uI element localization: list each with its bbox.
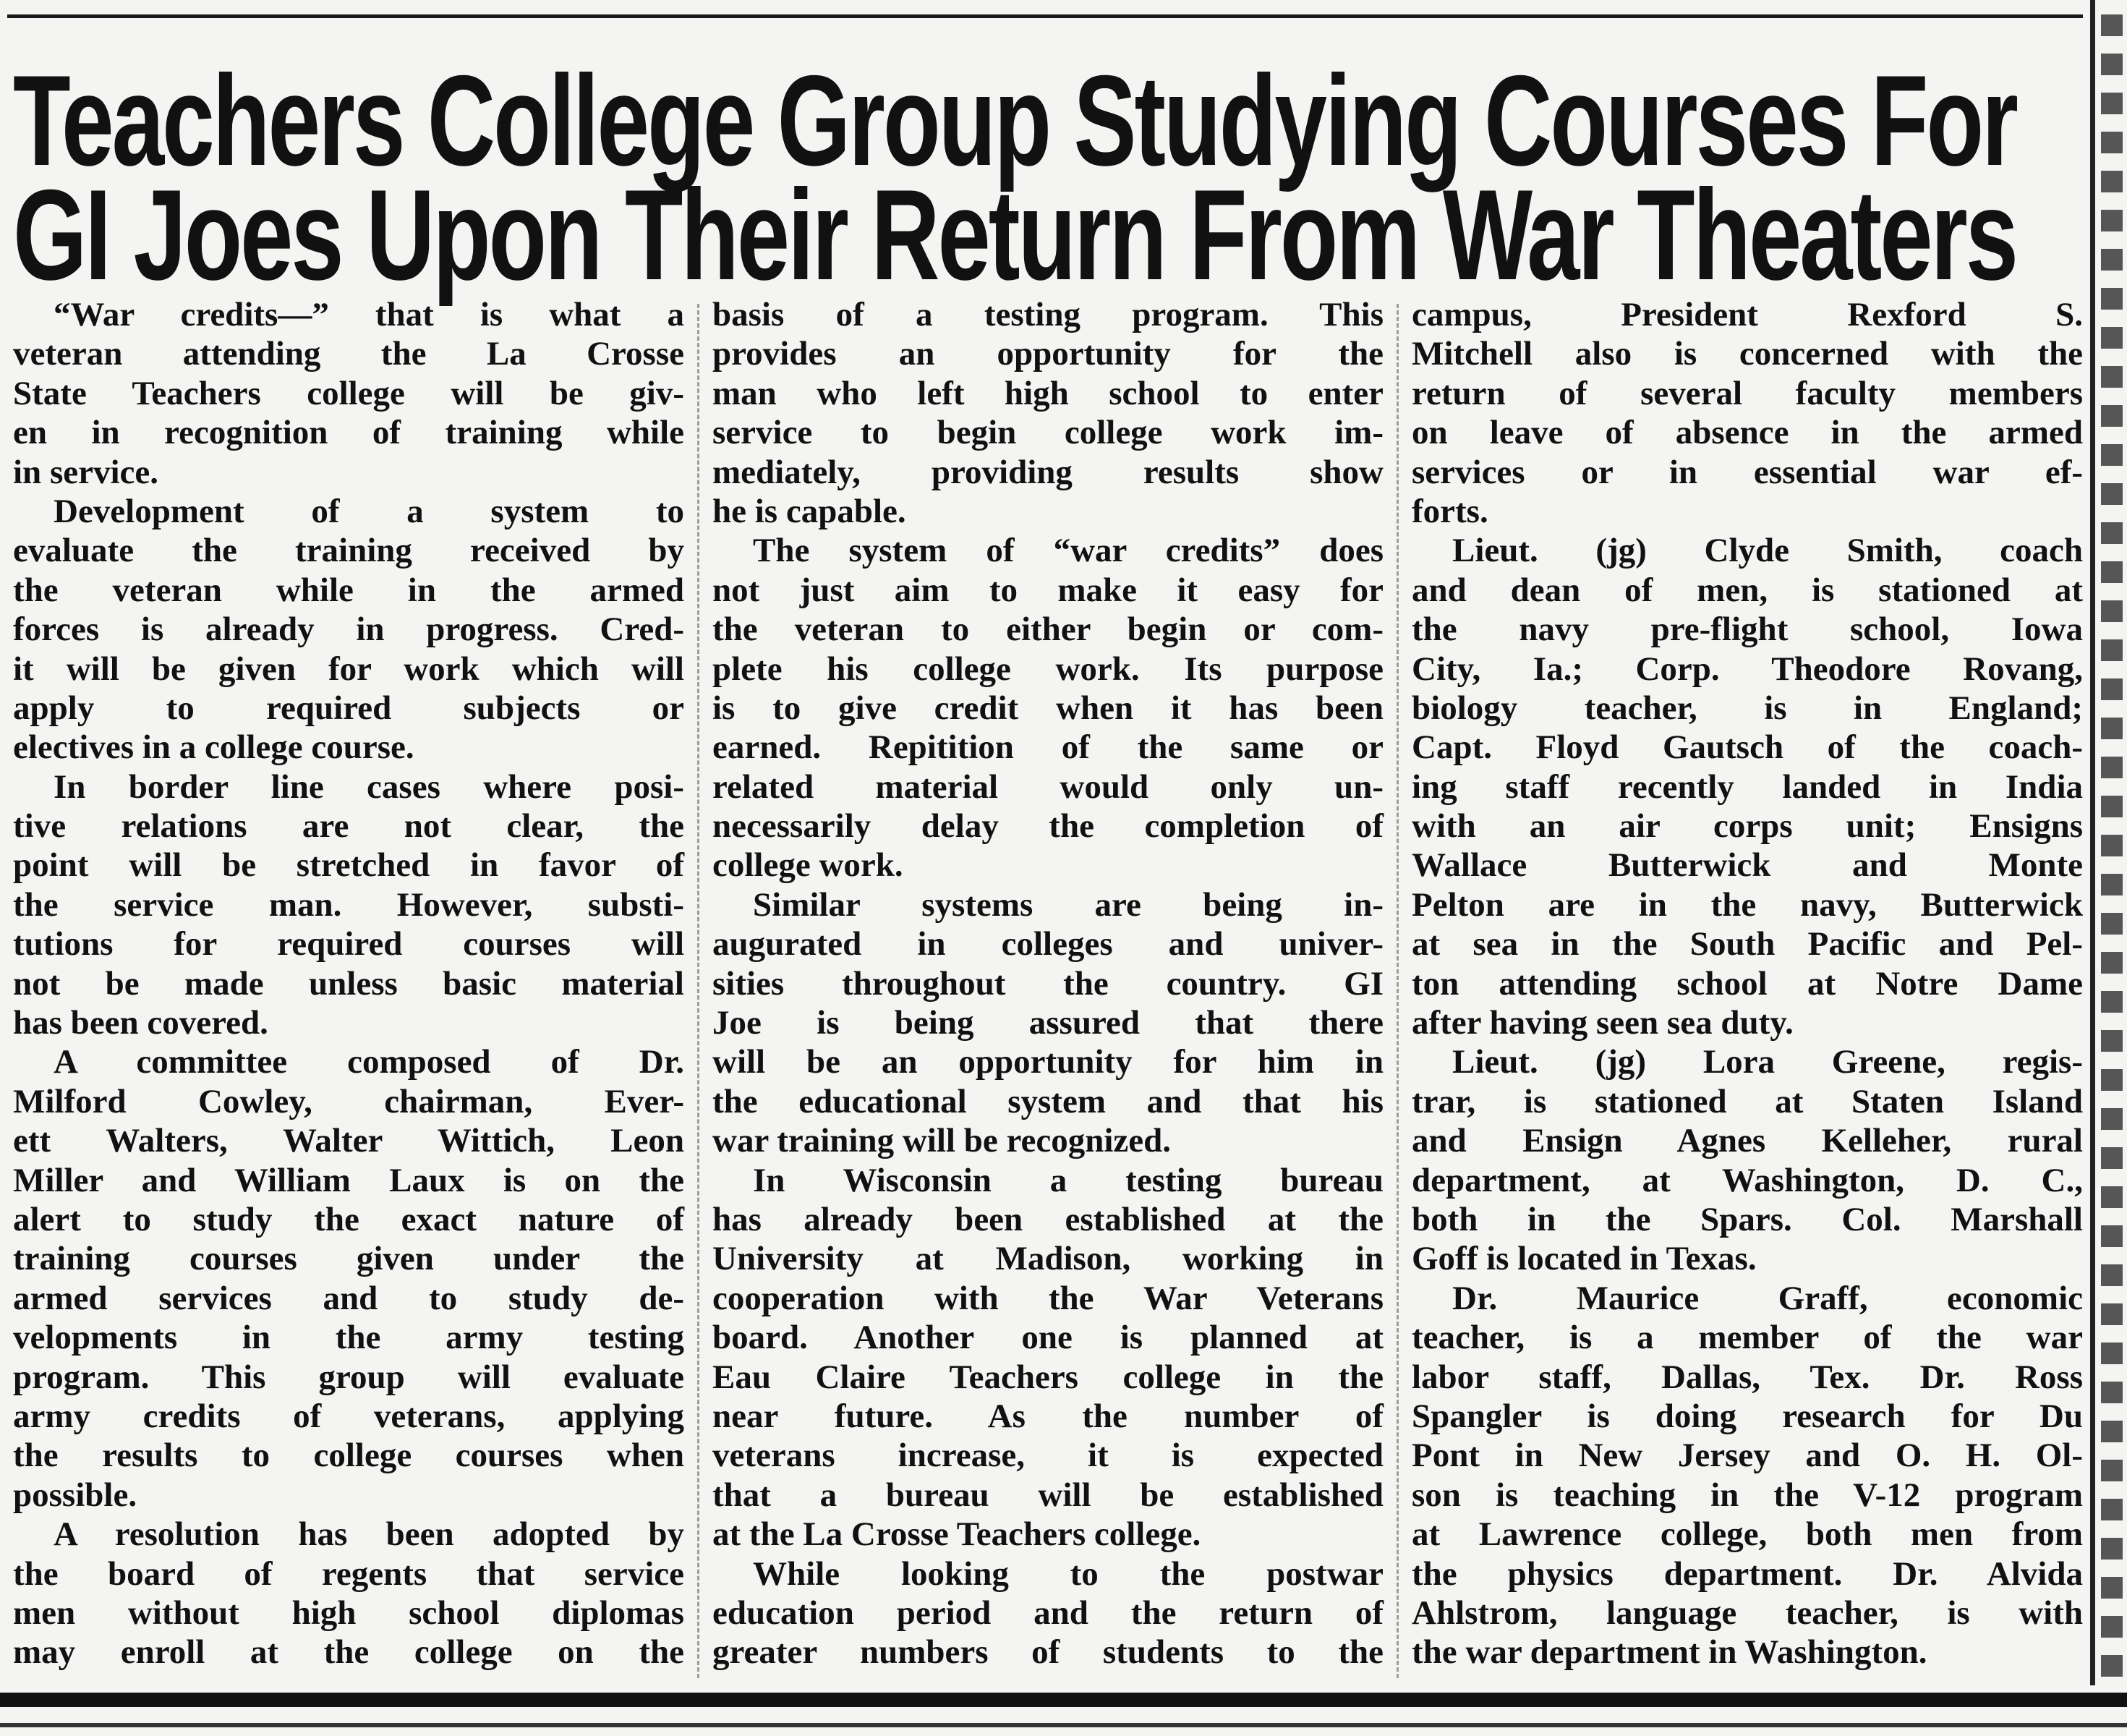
paragraph [712,531,1384,885]
text-line: Pelton are in the navy, Butterwick [1412,885,2083,924]
text-line: ing staff recently landed in India [1412,767,2083,806]
paragraph [13,767,684,1043]
right-column-rule [2090,0,2095,1685]
article-column-2 [712,295,1384,1672]
column-divider [697,304,699,1678]
text-line: mediately, providing results show [712,453,1384,491]
text-line: armed services and to study de- [13,1279,684,1317]
text-line: near future. As the number of [712,1397,1384,1435]
text-line: in service. [13,453,158,491]
text-line: education period and the return of [712,1594,1384,1632]
text-line: point will be stretched in favor of [13,846,684,885]
text-line: In Wisconsin a testing bureau [753,1161,1384,1199]
text-line: While looking to the postwar [753,1554,1384,1593]
text-line: at the La Crosse Teachers college. [712,1515,1201,1554]
text-line: at Lawrence college, both men from [1412,1515,2083,1554]
text-line: plete his college work. Its purpose [712,650,1384,688]
paragraph [13,295,684,492]
text-line: board. Another one is planned at [712,1319,1384,1357]
text-line: Eau Claire Teachers college in the [712,1358,1384,1396]
text-line: is to give credit when it has been [712,689,1384,727]
text-line: tive relations are not clear, the [13,807,684,846]
text-line: City, Ia.; Corp. Theodore Rovang, [1412,650,2083,688]
text-line: college work. [712,846,903,885]
text-line: ett Walters, Walter Wittich, Leon [13,1122,684,1160]
adjacent-article-fragment [2101,14,2123,1678]
text-line: electives in a college course. [13,728,414,767]
text-line: cooperation with the War Veterans [712,1279,1384,1317]
text-line: the educational system and that his [712,1082,1384,1120]
paragraph [712,885,1384,1161]
article-column-1 [13,295,684,1672]
text-line: ton attending school at Notre Dame [1412,964,2083,1003]
text-line: Miller and William Laux is on the [13,1161,684,1199]
text-line: and dean of men, is stationed at [1412,571,2083,609]
text-line: In border line cases where posi- [54,767,684,806]
text-line: sities throughout the country. GI [712,964,1384,1003]
text-line: men without high school diplomas [13,1594,684,1632]
bottom-rule [0,1693,2127,1707]
text-line: teacher, is a member of the war [1412,1319,2083,1357]
text-line: apply to required subjects or [13,689,684,727]
paragraph [1412,531,2083,1042]
text-line: services or in essential war ef- [1412,453,2083,491]
text-line: biology teacher, is in England; [1412,689,2083,727]
text-line: State Teachers college will be giv- [13,374,684,412]
text-line: both in the Spars. Col. Marshall [1412,1200,2083,1238]
text-line: not just aim to make it easy for [712,571,1384,609]
text-line: veteran attending the La Crosse [13,335,684,373]
text-line: Goff is located in Texas. [1412,1240,1757,1278]
text-line: Ahlstrom, language teacher, is with [1412,1594,2083,1632]
text-line: may enroll at the college on the [13,1633,684,1672]
text-line: forts. [1412,492,1488,530]
paragraph [13,1515,684,1672]
text-line: return of several faculty members [1412,374,2083,412]
paragraph [1412,295,2083,531]
text-line: forces is already in progress. Cred- [13,610,684,649]
text-line: Spangler is doing research for Du [1412,1397,2083,1435]
text-line: tutions for required courses will [13,925,684,963]
text-line: velopments in the army testing [13,1319,684,1357]
text-line: labor staff, Dallas, Tex. Dr. Ross [1412,1358,2083,1396]
paragraph [1412,1279,2083,1672]
text-line: basis of a testing program. This [712,296,1384,333]
headline-line-2: GI Joes Upon Their Return From War Theaters [13,163,2016,307]
text-line: augurated in colleges and univer- [712,925,1384,963]
text-line: he is capable. [712,492,906,530]
text-line: Development of a system to [54,492,684,530]
text-line: greater numbers of students to the [712,1633,1384,1672]
text-line: has been covered. [13,1004,268,1042]
text-line: en in recognition of training while [13,414,684,452]
text-line: earned. Repitition of the same or [712,728,1384,767]
text-line: not be made unless basic material [13,964,684,1003]
bottom-rule-thin [0,1723,2127,1727]
text-line: campus, President Rexford S. [1412,296,2083,333]
text-line: war training will be recognized. [712,1122,1172,1160]
text-line: Lieut. (jg) Lora Greene, regis- [1452,1043,2083,1081]
text-line: after having seen sea duty. [1412,1004,1794,1042]
text-line: provides an opportunity for the [712,335,1384,373]
text-line: evaluate the training received by [13,532,684,570]
text-line: the results to college courses when [13,1437,684,1475]
text-line: related material would only un- [712,767,1384,806]
text-line: Pont in New Jersey and O. H. Ol- [1412,1437,2083,1475]
text-line: will be an opportunity for him in [712,1043,1384,1081]
text-line: University at Madison, working in [712,1240,1384,1278]
text-line: alert to study the exact nature of [13,1200,684,1238]
text-line: the service man. However, substi- [13,885,684,924]
paragraph [712,295,1384,531]
text-line: Wallace Butterwick and Monte [1412,846,2083,885]
text-line: department, at Washington, D. C., [1412,1161,2083,1199]
text-line: has already been established at the [712,1200,1384,1238]
paragraph [712,1554,1384,1672]
text-line: and Ensign Agnes Kelleher, rural [1412,1122,2083,1160]
paragraph [712,1161,1384,1554]
text-line: A committee composed of Dr. [54,1043,684,1081]
text-line: Mitchell also is concerned with the [1412,335,2083,373]
text-line: the veteran while in the armed [13,571,684,609]
text-line: that a bureau will be established [712,1476,1384,1514]
paragraph [13,492,684,767]
text-line: Capt. Floyd Gautsch of the coach- [1412,728,2083,767]
text-line: Similar systems are being in- [753,885,1384,924]
text-line: veterans increase, it is expected [712,1437,1384,1475]
text-line: it will be given for work which will [13,650,684,688]
text-line: The system of “war credits” does [753,532,1384,570]
headline-line-1: Teachers College Group Studying Courses For [13,48,2016,192]
text-line: possible. [13,1476,137,1514]
text-line: Milford Cowley, chairman, Ever- [13,1082,684,1120]
text-line: Lieut. (jg) Clyde Smith, coach [1452,532,2083,570]
paragraph [1412,1042,2083,1278]
text-line: at sea in the South Pacific and Pel- [1412,925,2083,963]
text-line: army credits of veterans, applying [13,1397,684,1435]
text-line: program. This group will evaluate [13,1358,684,1396]
text-line: trar, is stationed at Staten Island [1412,1082,2083,1120]
article-column-3 [1412,295,2083,1672]
top-rule [7,14,2083,18]
text-line: the board of regents that service [13,1554,684,1593]
column-divider [1397,304,1399,1678]
text-line: training courses given under the [13,1240,684,1278]
text-line: Dr. Maurice Graff, economic [1452,1279,2083,1317]
text-line: necessarily delay the completion of [712,807,1384,846]
text-line: with an air corps unit; Ensigns [1412,807,2083,846]
text-line: service to begin college work im- [712,414,1384,452]
text-line: the navy pre-flight school, Iowa [1412,610,2083,649]
text-line: Joe is being assured that there [712,1004,1384,1042]
text-line: A resolution has been adopted by [54,1515,684,1554]
text-line: the physics department. Dr. Alvida [1412,1554,2083,1593]
text-line: the veteran to either begin or com- [712,610,1384,649]
text-line: on leave of absence in the armed [1412,414,2083,452]
paragraph [13,1042,684,1515]
text-line: man who left high school to enter [712,374,1384,412]
text-line: son is teaching in the V-12 program [1412,1476,2083,1514]
text-line: the war department in Washington. [1412,1633,1927,1672]
text-line: “War credits—” that is what a [54,296,684,333]
